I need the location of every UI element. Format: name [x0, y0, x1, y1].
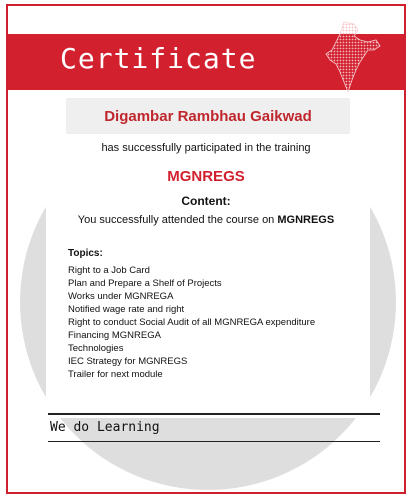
list-item: Works under MGNREGA	[68, 291, 174, 302]
list-item: IEC Strategy for MGNREGS	[68, 356, 188, 367]
certificate-title: Certificate	[60, 42, 257, 75]
topics-list	[68, 264, 315, 381]
list-item: Right to a Job Card	[68, 265, 150, 276]
attended-text	[8, 214, 404, 226]
training-name: MGNREGS	[167, 168, 245, 185]
list-item: Plan and Prepare a Shelf of Projects	[68, 278, 222, 289]
participated-text: has successfully participated in the training	[101, 142, 311, 154]
list-item: Right to conduct Social Audit of all MGNREGA expenditure	[68, 317, 316, 328]
list-item: Financing MGNREGA	[68, 330, 161, 341]
attended-prefix: You successfully attended the course on	[77, 214, 278, 226]
content-heading: Content:	[181, 194, 231, 208]
topics-heading: Topics:	[68, 248, 103, 259]
list-item: Technologies	[68, 343, 124, 354]
list-item: Trailer for next module	[68, 369, 163, 380]
list-item: Notified wage rate and right	[68, 304, 185, 315]
footer-divider-top	[48, 413, 380, 415]
attended-course: MGNREGS	[277, 214, 335, 226]
footer-tagline: We do Learning	[50, 420, 160, 435]
certificate	[6, 4, 406, 494]
india-map-icon	[324, 20, 382, 96]
footer-divider-bottom	[48, 441, 380, 442]
recipient-name: Digambar Rambhau Gaikwad	[66, 98, 350, 134]
